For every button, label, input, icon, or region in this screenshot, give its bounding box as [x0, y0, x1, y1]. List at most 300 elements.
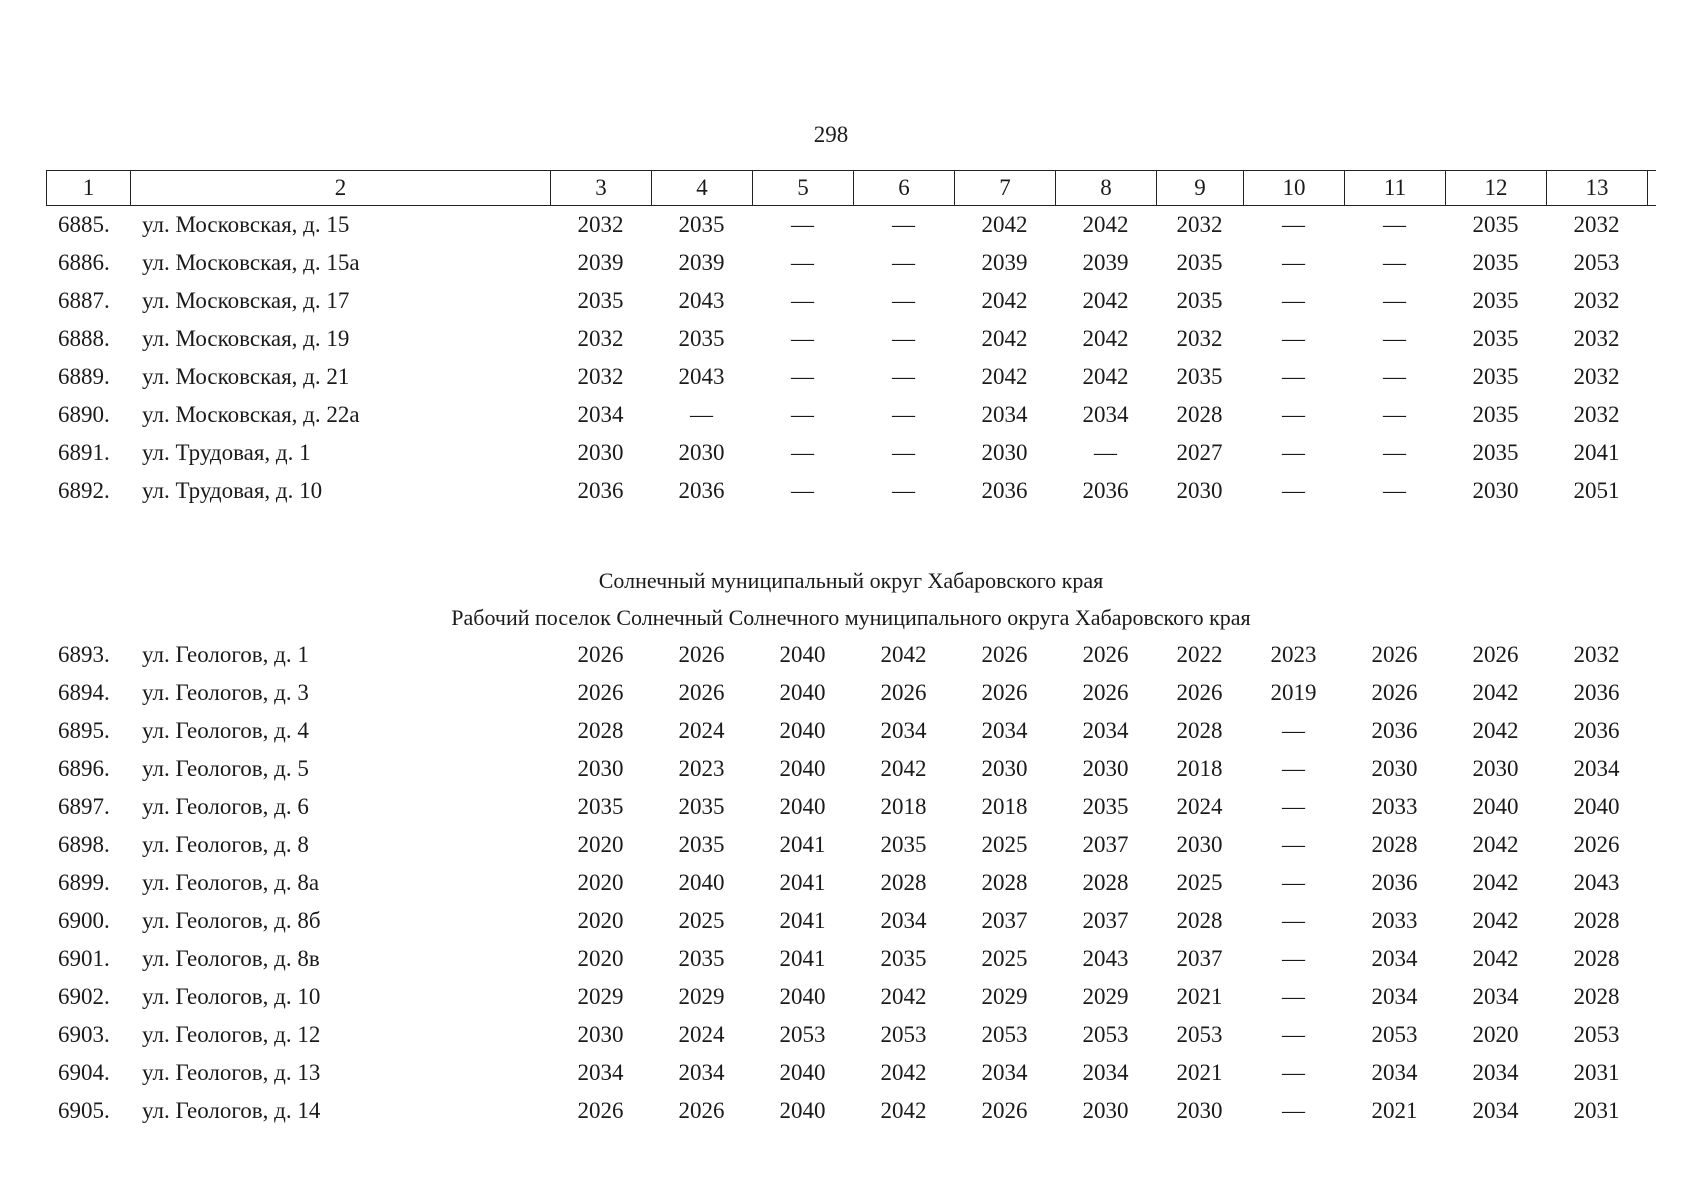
row-value: 2035 [678, 326, 725, 351]
table-row [46, 636, 1656, 674]
row-value: 2035 [577, 794, 624, 819]
header-cell: 9 [1157, 171, 1244, 205]
row-value: 2035 [1472, 402, 1519, 427]
table-row [46, 826, 1656, 864]
row-value: 2034 [1472, 1060, 1519, 1085]
row-value: 2018 [1176, 756, 1223, 781]
row-value: 2036 [1573, 718, 1620, 743]
row-value: 2026 [1472, 642, 1519, 667]
row-value: 2053 [1176, 1022, 1223, 1047]
header-cell: 12 [1446, 171, 1547, 205]
row-value: 2034 [1371, 1060, 1418, 1085]
header-cell: 10 [1244, 171, 1345, 205]
row-value: 2042 [1472, 908, 1519, 933]
row-number: 6904. [58, 1060, 110, 1085]
row-value: 2034 [1371, 946, 1418, 971]
row-value: 2035 [880, 832, 927, 857]
row-value: 2041 [1573, 440, 1620, 465]
row-value: 2029 [678, 984, 725, 1009]
table-row [46, 358, 1656, 396]
row-value: 2034 [1472, 1098, 1519, 1123]
table-row [46, 1054, 1656, 1092]
row-value: 2023 [1270, 642, 1317, 667]
row-value: 2040 [678, 870, 725, 895]
row-value: — [791, 364, 814, 389]
table-row [46, 750, 1656, 788]
row-value: 2020 [577, 832, 624, 857]
data-table [46, 170, 1656, 1130]
row-value: — [791, 250, 814, 275]
table-row [46, 674, 1656, 712]
row-value: 2040 [779, 1098, 826, 1123]
row-value: 2041 [779, 908, 826, 933]
table-row [46, 396, 1656, 434]
row-value: 2030 [1176, 1098, 1223, 1123]
row-value: 2042 [1082, 364, 1129, 389]
row-address: ул. Московская, д. 15 [142, 212, 350, 237]
row-value: — [1282, 794, 1305, 819]
row-value: 2042 [1082, 288, 1129, 313]
row-value: 2036 [678, 478, 725, 503]
row-value: 2028 [1573, 908, 1620, 933]
row-value: — [1094, 440, 1117, 465]
row-value: 2042 [981, 288, 1028, 313]
row-value: 2035 [1082, 794, 1129, 819]
row-value: 2030 [981, 756, 1028, 781]
table-row [46, 712, 1656, 750]
row-number: 6897. [58, 794, 110, 819]
row-value: 2035 [1472, 288, 1519, 313]
row-value: 2026 [1082, 680, 1129, 705]
row-value: 2026 [1371, 680, 1418, 705]
row-value: — [892, 402, 915, 427]
row-number: 6890. [58, 402, 110, 427]
row-value: 2028 [1176, 402, 1223, 427]
row-value: 2042 [1472, 680, 1519, 705]
row-value: 2020 [577, 946, 624, 971]
row-address: ул. Геологов, д. 8б [142, 908, 321, 933]
table-header-row [46, 170, 1656, 206]
row-address: ул. Геологов, д. 6 [142, 794, 309, 819]
row-value: 2028 [577, 718, 624, 743]
row-value: 2030 [577, 440, 624, 465]
row-value: 2024 [1176, 794, 1223, 819]
row-value: 2035 [1176, 250, 1223, 275]
row-value: 2040 [779, 794, 826, 819]
row-value: 2037 [1176, 946, 1223, 971]
row-value: — [791, 288, 814, 313]
row-value: — [791, 326, 814, 351]
row-value: 2032 [1573, 326, 1620, 351]
row-value: 2053 [1573, 250, 1620, 275]
row-value: 2030 [1176, 832, 1223, 857]
row-value: 2025 [678, 908, 725, 933]
row-number: 6885. [58, 212, 110, 237]
row-value: 2028 [1176, 718, 1223, 743]
row-value: 2042 [1472, 946, 1519, 971]
row-number: 6899. [58, 870, 110, 895]
row-value: 2025 [981, 832, 1028, 857]
row-value: 2031 [1573, 1098, 1620, 1123]
row-value: 2040 [779, 1060, 826, 1085]
row-value: 2042 [880, 984, 927, 1009]
header-cell: 1 [47, 171, 131, 205]
row-value: 2025 [981, 946, 1028, 971]
row-address: ул. Геологов, д. 12 [142, 1022, 321, 1047]
row-value: 2031 [1573, 1060, 1620, 1085]
row-value: 2036 [981, 478, 1028, 503]
row-value: 2036 [1573, 680, 1620, 705]
table-row [46, 434, 1656, 472]
row-value: — [1282, 288, 1305, 313]
header-cell: 8 [1056, 171, 1157, 205]
row-value: 2042 [981, 364, 1028, 389]
row-address: ул. Геологов, д. 14 [142, 1098, 321, 1123]
row-value: — [1383, 288, 1406, 313]
row-number: 6901. [58, 946, 110, 971]
row-value: 2034 [981, 1060, 1028, 1085]
row-value: — [1282, 870, 1305, 895]
row-value: — [1282, 718, 1305, 743]
row-value: 2032 [1176, 326, 1223, 351]
row-number: 6898. [58, 832, 110, 857]
row-value: 2026 [981, 680, 1028, 705]
header-cell: 2 [131, 171, 551, 205]
row-value: 2030 [1472, 756, 1519, 781]
row-address: ул. Московская, д. 22а [142, 402, 360, 427]
row-value: 2042 [1472, 718, 1519, 743]
row-value: — [1282, 212, 1305, 237]
row-value: 2040 [1472, 794, 1519, 819]
row-value: 2033 [1371, 908, 1418, 933]
row-value: 2034 [1573, 756, 1620, 781]
header-cell: 7 [955, 171, 1056, 205]
row-value: 2035 [678, 832, 725, 857]
row-value: 2030 [678, 440, 725, 465]
row-value: 2035 [678, 212, 725, 237]
row-value: 2021 [1176, 1060, 1223, 1085]
row-value: 2053 [1573, 1022, 1620, 1047]
row-value: — [1282, 832, 1305, 857]
row-value: 2030 [577, 1022, 624, 1047]
row-value: 2026 [678, 1098, 725, 1123]
row-value: — [1282, 946, 1305, 971]
row-value: 2024 [678, 718, 725, 743]
row-value: 2034 [981, 718, 1028, 743]
row-value: 2032 [1176, 212, 1223, 237]
row-value: 2042 [981, 212, 1028, 237]
row-value: 2029 [981, 984, 1028, 1009]
row-address: ул. Геологов, д. 8а [142, 870, 320, 895]
row-value: 2020 [577, 870, 624, 895]
row-value: — [1282, 1098, 1305, 1123]
row-value: — [791, 402, 814, 427]
row-value: 2041 [779, 832, 826, 857]
row-value: — [1282, 250, 1305, 275]
row-value: 2025 [1176, 870, 1223, 895]
row-value: — [1282, 756, 1305, 781]
row-value: 2035 [1472, 440, 1519, 465]
row-value: 2032 [1573, 212, 1620, 237]
row-value: 2037 [981, 908, 1028, 933]
row-value: — [892, 288, 915, 313]
row-value: 2034 [880, 908, 927, 933]
row-number: 6888. [58, 326, 110, 351]
row-value: 2035 [678, 946, 725, 971]
table-row [46, 1016, 1656, 1054]
row-value: 2028 [981, 870, 1028, 895]
row-value: 2051 [1573, 478, 1620, 503]
row-number: 6905. [58, 1098, 110, 1123]
row-value: 2029 [577, 984, 624, 1009]
row-value: — [1282, 402, 1305, 427]
row-value: 2042 [1472, 832, 1519, 857]
row-number: 6886. [58, 250, 110, 275]
row-value: — [1383, 440, 1406, 465]
row-value: — [1282, 326, 1305, 351]
row-value: 2026 [577, 680, 624, 705]
row-value: — [1383, 364, 1406, 389]
row-value: — [791, 478, 814, 503]
row-value: 2042 [880, 1098, 927, 1123]
row-value: 2039 [577, 250, 624, 275]
row-address: ул. Московская, д. 21 [142, 364, 350, 389]
row-value: 2042 [1082, 326, 1129, 351]
row-value: — [892, 364, 915, 389]
page-number: 298 [813, 122, 849, 147]
row-value: — [791, 440, 814, 465]
row-value: 2053 [1082, 1022, 1129, 1047]
row-value: — [690, 402, 713, 427]
row-value: — [892, 212, 915, 237]
row-value: 2033 [1371, 794, 1418, 819]
row-value: 2035 [577, 288, 624, 313]
row-number: 6892. [58, 478, 110, 503]
header-cell: 4 [652, 171, 753, 205]
row-value: 2032 [577, 212, 624, 237]
row-value: 2034 [1082, 718, 1129, 743]
row-value: 2026 [1082, 642, 1129, 667]
table-row [46, 472, 1656, 510]
table-row [46, 864, 1656, 902]
row-value: 2030 [1176, 478, 1223, 503]
row-value: 2026 [880, 680, 927, 705]
row-value: 2053 [880, 1022, 927, 1047]
row-value: 2037 [1082, 832, 1129, 857]
row-value: 2030 [1082, 756, 1129, 781]
header-cell: 5 [753, 171, 854, 205]
row-value: 2032 [1573, 642, 1620, 667]
row-value: — [1282, 1060, 1305, 1085]
row-value: 2018 [880, 794, 927, 819]
row-value: — [1282, 478, 1305, 503]
row-address: ул. Геологов, д. 3 [142, 680, 309, 705]
row-value: 2026 [678, 642, 725, 667]
table-row [46, 1092, 1656, 1130]
header-cell: 13 [1547, 171, 1648, 205]
row-value: — [791, 212, 814, 237]
row-value: 2041 [779, 870, 826, 895]
row-address: ул. Геологов, д. 5 [142, 756, 309, 781]
table-row [46, 244, 1656, 282]
row-value: 2036 [1371, 718, 1418, 743]
row-number: 6889. [58, 364, 110, 389]
table-row [46, 978, 1656, 1016]
row-value: 2042 [981, 326, 1028, 351]
row-value: 2042 [880, 642, 927, 667]
table-row [46, 788, 1656, 826]
row-address: ул. Геологов, д. 1 [142, 642, 309, 667]
row-value: 2026 [1371, 642, 1418, 667]
row-value: 2034 [880, 718, 927, 743]
row-value: 2042 [880, 756, 927, 781]
row-value: — [1383, 250, 1406, 275]
row-value: — [892, 478, 915, 503]
row-value: — [892, 326, 915, 351]
row-address: ул. Московская, д. 17 [142, 288, 350, 313]
row-value: 2026 [577, 642, 624, 667]
row-value: 2034 [577, 402, 624, 427]
row-value: 2043 [1082, 946, 1129, 971]
row-number: 6895. [58, 718, 110, 743]
row-value: 2032 [1573, 402, 1620, 427]
row-address: ул. Геологов, д. 4 [142, 718, 309, 743]
row-value: 2026 [981, 1098, 1028, 1123]
row-value: 2053 [1371, 1022, 1418, 1047]
row-value: 2032 [1573, 288, 1620, 313]
row-value: 2040 [779, 642, 826, 667]
row-value: 2026 [1176, 680, 1223, 705]
row-value: — [1282, 984, 1305, 1009]
row-value: 2035 [1176, 364, 1223, 389]
row-value: 2026 [577, 1098, 624, 1123]
table-row [46, 320, 1656, 358]
row-value: 2036 [577, 478, 624, 503]
row-value: 2043 [678, 288, 725, 313]
row-address: ул. Московская, д. 15а [142, 250, 360, 275]
table-row [46, 282, 1656, 320]
header-cell: 6 [854, 171, 955, 205]
row-value: 2032 [577, 364, 624, 389]
row-value: 2039 [981, 250, 1028, 275]
row-value: 2034 [1082, 402, 1129, 427]
row-value: 2028 [1176, 908, 1223, 933]
row-value: 2034 [1082, 1060, 1129, 1085]
row-value: 2018 [981, 794, 1028, 819]
row-value: — [1282, 1022, 1305, 1047]
row-value: 2036 [1371, 870, 1418, 895]
row-address: ул. Трудовая, д. 1 [142, 440, 311, 465]
row-address: ул. Геологов, д. 8 [142, 832, 309, 857]
row-value: 2053 [981, 1022, 1028, 1047]
row-number: 6893. [58, 642, 110, 667]
row-value: 2030 [577, 756, 624, 781]
row-value: 2039 [678, 250, 725, 275]
row-value: 2020 [1472, 1022, 1519, 1047]
row-value: 2040 [779, 718, 826, 743]
row-number: 6903. [58, 1022, 110, 1047]
row-address: ул. Геологов, д. 10 [142, 984, 321, 1009]
row-value: 2027 [1176, 440, 1223, 465]
row-value: 2039 [1082, 250, 1129, 275]
row-value: 2028 [880, 870, 927, 895]
row-value: 2030 [1082, 1098, 1129, 1123]
row-number: 6902. [58, 984, 110, 1009]
row-value: 2035 [1472, 212, 1519, 237]
row-value: 2022 [1176, 642, 1223, 667]
row-value: 2026 [1573, 832, 1620, 857]
row-value: — [1383, 402, 1406, 427]
row-value: 2053 [779, 1022, 826, 1047]
row-address: ул. Трудовая, д. 10 [142, 478, 323, 503]
row-value: 2034 [981, 402, 1028, 427]
row-value: 2026 [981, 642, 1028, 667]
header-cell: 11 [1345, 171, 1446, 205]
row-value: 2042 [1082, 212, 1129, 237]
row-value: 2035 [678, 794, 725, 819]
row-value: — [1282, 364, 1305, 389]
row-value: 2032 [577, 326, 624, 351]
table-row [46, 206, 1656, 244]
row-value: 2030 [1472, 478, 1519, 503]
row-value: 2020 [577, 908, 624, 933]
row-value: 2026 [678, 680, 725, 705]
row-number: 6887. [58, 288, 110, 313]
row-value: 2021 [1371, 1098, 1418, 1123]
row-value: 2043 [1573, 870, 1620, 895]
row-value: — [1383, 212, 1406, 237]
section-title: Солнечный муниципальный округ Хабаровского края [598, 568, 1104, 593]
row-value: — [892, 440, 915, 465]
table-row [46, 902, 1656, 940]
row-number: 6894. [58, 680, 110, 705]
row-value: 2028 [1573, 984, 1620, 1009]
row-value: 2024 [678, 1022, 725, 1047]
row-value: 2040 [779, 756, 826, 781]
row-value: — [1282, 908, 1305, 933]
row-value: 2021 [1176, 984, 1223, 1009]
row-number: 6896. [58, 756, 110, 781]
row-value: 2028 [1573, 946, 1620, 971]
row-value: 2035 [880, 946, 927, 971]
row-value: — [892, 250, 915, 275]
row-address: ул. Московская, д. 19 [142, 326, 350, 351]
row-value: 2029 [1082, 984, 1129, 1009]
row-value: 2036 [1082, 478, 1129, 503]
row-value: 2019 [1270, 680, 1317, 705]
row-value: 2042 [880, 1060, 927, 1085]
row-number: 6900. [58, 908, 110, 933]
row-value: 2043 [678, 364, 725, 389]
subsection-title: Рабочий поселок Солнечный Солнечного муниципального округа Хабаровского края [451, 605, 1251, 630]
row-value: 2034 [1371, 984, 1418, 1009]
row-value: 2037 [1082, 908, 1129, 933]
row-value: 2030 [1371, 756, 1418, 781]
row-value: 2034 [678, 1060, 725, 1085]
row-value: 2030 [981, 440, 1028, 465]
row-value: 2034 [1472, 984, 1519, 1009]
row-value: 2028 [1371, 832, 1418, 857]
table-block-1 [46, 206, 1656, 510]
row-value: 2034 [577, 1060, 624, 1085]
table-block-2 [46, 636, 1656, 1130]
row-value: — [1383, 478, 1406, 503]
row-value: 2028 [1082, 870, 1129, 895]
row-value: 2040 [1573, 794, 1620, 819]
table-row [46, 940, 1656, 978]
row-address: ул. Геологов, д. 13 [142, 1060, 321, 1085]
row-value: 2035 [1176, 288, 1223, 313]
